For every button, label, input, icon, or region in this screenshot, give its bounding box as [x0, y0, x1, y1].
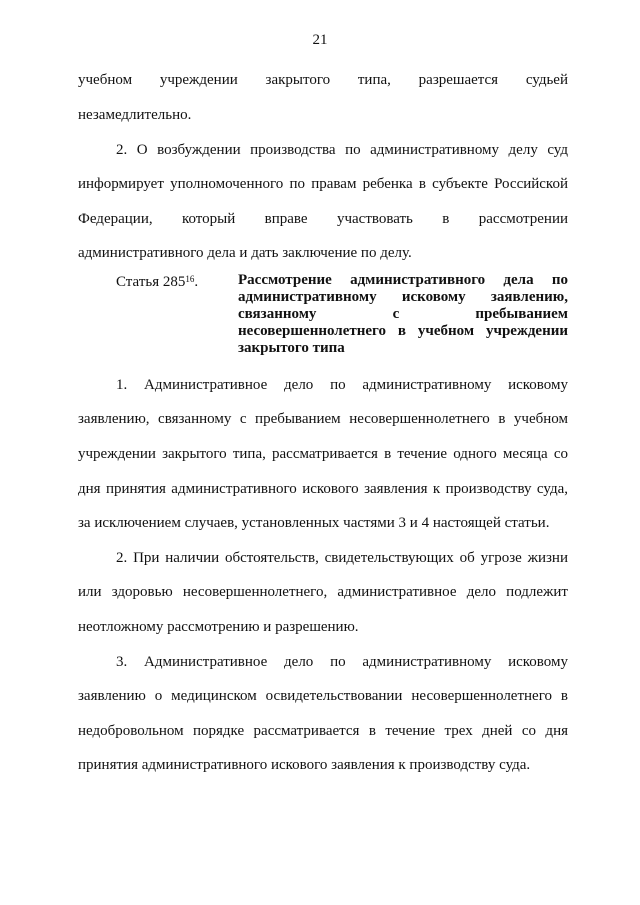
article-label-suffix: . [194, 274, 199, 290]
article-title-line-1: Рассмотрение административного дела по [238, 272, 568, 288]
article-paragraph-1-line-5: за исключением случаев, установленных частями 3 и 4 настоящей статьи. [78, 515, 550, 531]
article-label-text: Статья 285 [116, 274, 186, 290]
article-paragraph-3-line-3: недобровольном порядке рассматривается в течение трех дней со дня [78, 723, 568, 739]
intro-line-1: учебном учреждении закрытого типа, разрешается судьей [78, 72, 568, 88]
article-paragraph-1-line-4: дня принятия административного искового заявления к производству суда, [78, 481, 568, 497]
page-number: 21 [312, 32, 328, 48]
intro-line-2: незамедлительно. [78, 107, 192, 123]
paragraph-2-line-2: информирует уполномоченного по правам ребенка в субъекте Российской [78, 176, 568, 192]
article-title-line-3: связанному с пребыванием [238, 306, 568, 322]
article-paragraph-3-line-1: 3. Административное дело по административному исковому [116, 654, 568, 670]
article-paragraph-1-line-3: учреждении закрытого типа, рассматривается в течение одного месяца со [78, 446, 568, 462]
paragraph-2-line-3: Федерации, который вправе участвовать в рассмотрении [78, 211, 568, 227]
paragraph-2-line-1: 2. О возбуждении производства по административному делу суд [116, 142, 568, 158]
article-title-line-5: закрытого типа [238, 340, 345, 356]
article-title-line-2: административному исковому заявлению, [238, 289, 568, 305]
article-paragraph-2-line-1: 2. При наличии обстоятельств, свидетельствующих об угрозе жизни [116, 550, 568, 566]
article-paragraph-3-line-2: заявлению о медицинском освидетельствовании несовершеннолетнего в [78, 688, 568, 704]
article-title-line-4: несовершеннолетнего в учебном учреждении [238, 323, 568, 339]
article-title [238, 272, 568, 357]
article-paragraph-1-line-2: заявлению, связанному с пребыванием несовершеннолетнего в учебном [78, 411, 568, 427]
article-superscript: 16 [185, 274, 195, 284]
article-paragraph-1-line-1: 1. Административное дело по административному исковому [116, 377, 568, 393]
article-paragraph-3-line-4: принятия административного искового заявления к производству суда. [78, 757, 531, 773]
article-paragraph-2-line-2: или здоровью несовершеннолетнего, административное дело подлежит [78, 584, 568, 600]
article-label [116, 272, 198, 292]
article-paragraph-2-line-3: неотложному рассмотрению и разрешению. [78, 619, 359, 635]
paragraph-2-line-4: административного дела и дать заключение по делу. [78, 245, 412, 261]
